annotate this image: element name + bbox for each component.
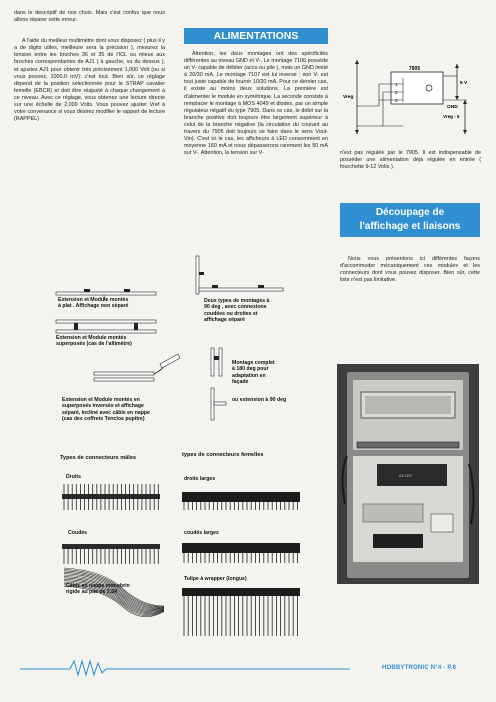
coudes-larges-label: coudés larges: [184, 530, 219, 536]
alimentations-paragraph: Attention, les deux montages ont des spécificités différentes au niveau GND et V-. Le montage 7106 possède un V- capable de débiter (accu ou pile ), mais un GND limité à 20/30 mA. Le montage 7107 est lui inverse : son V- est tout juste capable de fournir 10/20 mA. Pour ce dernier cas, il existe au moins deux solutions. La première est d'alimenter le module en symétrique. La seconde consiste à remplacer le montage à MOS 4049 et diodes, par un simple régulateur négatif du type 7905. Dans ce cas, le débit sur la branche positive doit toujours être largement supérieur à celui de la branche négative (la circulation du courant au travers du 7905 doit toujours se faire dans le sens Vout-Vin). C'est ici le cas, les afficheurs à LED consomment en moyenne 160 mA et nous dépasserons rarement les 50 mA sur V-. Attention, la tension sur V-: [184, 51, 328, 157]
caption-180-line-2: à 180 deg pour: [232, 366, 269, 373]
gnd-label: GND: [447, 105, 458, 110]
caption-90-line-2: 90 deg , avec connexions: [204, 304, 267, 311]
female-connectors-title: types de connecteurs femelles: [182, 452, 264, 458]
five-volt-label: 5 V: [460, 81, 468, 86]
caption-inverted-line-3: séparé, incliné avec câble en nappe: [62, 409, 150, 416]
caption-one-eighty-degree: [232, 360, 312, 386]
caption-180-line-4: façade: [232, 379, 249, 386]
caption-stacked-line-1: Extension et Module montés: [56, 335, 127, 341]
one-eighty-degree-drawing: [207, 344, 229, 424]
coudes-label: Coudés: [68, 530, 88, 536]
caption-90-line-3: coudées ou droites et: [204, 310, 258, 317]
droits-larges-label: droits larges: [184, 476, 216, 482]
caption-90-line-4: affichage séparé: [204, 317, 245, 324]
vreg-label: Vreg: [343, 95, 354, 100]
caption-inverted-line-4: (cas des coffrets Tenclos pupitre): [62, 416, 145, 423]
left-column: [14, 10, 165, 127]
caption-ninety-degree: [204, 298, 314, 324]
caption-flat-assembly: [58, 297, 168, 310]
module-photo-illustration: [337, 364, 479, 584]
regulator-pin-1: 1: [395, 82, 398, 87]
decoupage-banner: [340, 203, 480, 237]
caption-inverted-line-2: superposés inversés et affichage: [62, 403, 144, 410]
caption-inverted-stacked: [62, 397, 202, 423]
caption-180-line-3: adaptation en: [232, 372, 266, 379]
caption-flat-line-2: à plat . Affichage non séparé: [58, 303, 129, 310]
decoupage-column: [340, 256, 480, 288]
regulator-chip-label: 7905: [409, 66, 421, 72]
wire-wrap-socket-drawing: [182, 586, 302, 638]
inverted-stacked-drawing: [92, 350, 188, 384]
regulator-7905-diagram: [343, 56, 478, 141]
caption-stacked-line-2: superposés (cas de l'altimètre): [56, 341, 132, 348]
caption-inverted-line-1: Extension et Module montés en: [62, 397, 140, 403]
stacked-assembly-drawing: [54, 318, 160, 336]
decoupage-paragraph: Nous vous présentons ici différentes façons d'accommoder mécaniquement ces modules et les connecteurs dont vous pouvez disposer. Bien sûr, cette liste n'est pas limitative.: [340, 256, 480, 284]
female-wide-angled-header: [182, 541, 302, 565]
caption-flat-line-1: Extension et Module montés: [58, 297, 129, 303]
ribbon-caption-line-2: rigide au pas de 2,54: [66, 589, 118, 596]
footer-title: HOBBYTRONIC N°4 - P.8: [382, 665, 457, 671]
alimentations-banner: [184, 28, 328, 44]
decoupage-title-line-2: l'affichage et liaisons: [359, 221, 461, 232]
alimentations-column: [184, 51, 328, 161]
left-paragraph-0: dans le descriptif de nos choix. Mais c'est confus que nous allons réparer cette erreur.: [14, 10, 165, 24]
male-angled-header: [62, 540, 162, 566]
male-connectors-title: Types de connecteurs mâles: [60, 455, 137, 461]
right-paragraph: n'est pas régulée par le 7905. Il est indispensable de posséder une alimentation déjà régulée en entrée ( fourchette 9-12 Volts ).: [340, 150, 481, 171]
droits-label: Droits: [66, 474, 81, 480]
vreg-minus-label: Vreg - 5: [443, 114, 460, 119]
regulator-pin-2: 2: [395, 90, 398, 95]
caption-90-line-1: Deux types de montages à: [204, 298, 270, 304]
caption-180-line-1: Montage complet: [232, 360, 275, 366]
regulator-pin-3: 3: [395, 98, 398, 103]
tulipe-label: Tulipe à wrapper (longue): [184, 576, 247, 582]
decoupage-title-line-1: Découpage de: [375, 207, 445, 218]
caption-extension-ninety: ou extension à 90 deg: [232, 397, 287, 403]
footer-wave-logo: [20, 658, 350, 678]
male-straight-header: [62, 484, 162, 512]
module-photo: [337, 364, 479, 584]
svg-text:ICL7107: ICL7107: [399, 474, 413, 478]
ninety-degree-assembly-drawing: [192, 252, 288, 298]
caption-stacked-assembly: [56, 335, 176, 348]
alimentations-title: ALIMENTATIONS: [213, 30, 299, 42]
left-paragraph-1: A l'aide du meilleur multimètre dont vous disposez ( plus il y a de digits utiles, meilleure sera la précision ), mesurez la tension entre les broches 36 et 35 de l'ICL ou mieux aux broches correspondantes de AJ1 ( à gauche, vu du dessus ), et ajustez AJ1 pour obtenir très précisément 1,000 Volt (ou si vous pouvez, 1000,0 mV): c'est tout. Bien sûr, ce réglage dépend de la position sélectionnée pour le STRAP cavalier femelle (EBCR) et doit être réajusté à chaque changement à ce niveau. Avec ce réglage, vous obtenez une lecture directe sur une échelle de 2,000 Volts. Vous pouvez ajuster Vref à votre convenance si vous désirez modifier le rapport de lecture (RAPPEL): [14, 38, 165, 123]
female-wide-straight-header: [182, 488, 302, 510]
ribbon-cable-caption: [66, 583, 146, 596]
ribbon-caption-line-1: Câble en nappe monobrin: [66, 583, 130, 589]
right-text-column: [340, 150, 481, 175]
